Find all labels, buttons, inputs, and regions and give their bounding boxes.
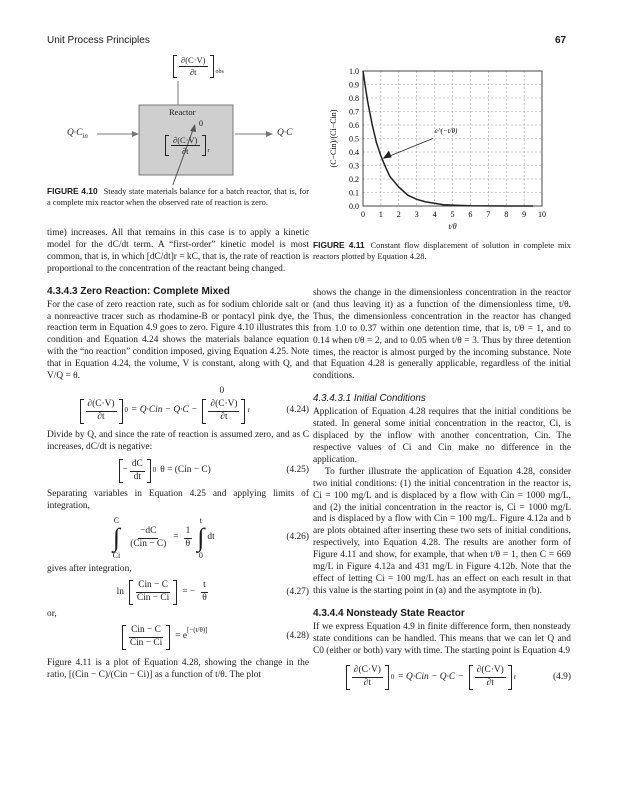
eq-denominator: ∂t — [97, 411, 105, 422]
x-tick-label: 9 — [522, 210, 527, 219]
x-tick-label: 6 — [468, 210, 473, 219]
inner-term-numerator: ∂(C·V) — [173, 135, 198, 145]
zero-label: 0 — [199, 119, 203, 128]
running-title: Unit Process Principles — [47, 35, 150, 46]
equation-4-25 — [47, 459, 309, 484]
reactor-label: Reactor — [169, 107, 196, 117]
equation-4-26: C ∫ Ci $\frac{-dC}{\text{(Cin − C)}}$ = $\frac{1}{\theta}$ t ∫ 0 dt (4.26) — [112, 516, 309, 561]
paragraph: gives after integration, — [47, 564, 132, 575]
equation-number: (4.26) — [286, 532, 309, 543]
y-tick-label: 0.6 — [349, 121, 359, 130]
eq-numerator: t — [201, 580, 208, 593]
integral-upper-limit: t — [199, 516, 202, 526]
paragraph: time) increases. All that remains in this case is to apply a kinetic model for the dC/dt term. A “first-order” kinetic model is most common, that is, in which [dC/dt]r = kC, that is, the rate of reaction is proportional to the concentration of the reactant being changed. — [47, 228, 310, 274]
eq-numerator: 1 — [184, 526, 193, 539]
figure-4-11-chart — [318, 60, 568, 235]
eq-numerator: ∂(C·V) — [208, 399, 239, 412]
top-term-numerator: ∂(C·V) — [181, 55, 206, 65]
equation-number: (4.9) — [553, 671, 571, 682]
section-heading: 4.3.4.4 Nonsteady State Reactor — [313, 607, 465, 619]
paragraph: Figure 4.11 is a plot of Equation 4.28, showing the change in the ratio, [(Cin − C)/(Cin − Ci)] as a function of t/θ. The plot — [47, 657, 309, 680]
equation-4-9 — [313, 665, 571, 690]
eq-dt: dt — [207, 532, 215, 543]
y-tick-label: 0.2 — [349, 175, 359, 184]
eq-middle: = Q·Cin − Q·C − — [131, 405, 198, 416]
data-point — [385, 166, 386, 167]
x-tick-label: 0 — [361, 210, 365, 219]
equation-number: (4.27) — [286, 586, 309, 597]
y-tick-label: 0.3 — [349, 161, 359, 171]
inflow-subscript: in — [82, 131, 88, 140]
eq-denominator: ∂t — [486, 678, 494, 689]
paragraph: Application of Equation 4.28 requires that the initial conditions be stated. In general some initial concentration in the reactor, Ci, is displaced by the inflow with another concentration, Cin. The respective values of Ci and Cin make no difference in the application. — [313, 407, 571, 465]
eq-subscript: 0 — [152, 466, 157, 475]
eq-numerator: ∂(C·V) — [475, 665, 506, 678]
left-column — [47, 228, 309, 681]
eq-subscript: r — [247, 406, 250, 415]
eq-middle: = Q·Cin − Q·C − — [397, 671, 464, 682]
x-axis-label: t/θ — [448, 222, 457, 231]
data-point — [434, 203, 435, 204]
equation-number: (4.28) — [286, 631, 309, 642]
annotation-arrow — [386, 139, 433, 158]
eq-subscript: 0 — [390, 672, 395, 681]
eq-numerator: Cin − C — [129, 625, 163, 638]
figure-4-11-caption — [313, 240, 571, 262]
inflow-label: Q·C — [67, 128, 83, 138]
data-point — [398, 187, 399, 188]
eq-numerator: dC — [130, 459, 145, 472]
caption-text: Steady state materials balance for a batch reactor, that is, for a complete mix reactor when the observed rate of reaction is zero. — [47, 187, 309, 207]
equation-number: (4.25) — [286, 465, 309, 476]
data-point — [367, 100, 368, 101]
equation-4-27 — [47, 580, 309, 605]
top-term-subscript: obs — [215, 69, 224, 75]
eq-denominator: (Cin − C) — [130, 538, 167, 549]
eq-denominator: θ — [202, 593, 207, 604]
y-tick-label: 1.0 — [349, 67, 359, 76]
data-point — [425, 202, 426, 203]
y-tick-label: 0.7 — [349, 107, 359, 117]
x-tick-label: 8 — [504, 210, 509, 219]
x-tick-label: 4 — [432, 210, 437, 219]
data-point — [452, 205, 453, 206]
right-column — [313, 288, 571, 690]
caption-label: FIGURE 4.10 — [47, 186, 98, 196]
data-point — [533, 206, 534, 207]
integral-lower-limit: Ci — [112, 551, 121, 561]
data-point — [506, 206, 507, 207]
x-tick-label: 2 — [396, 210, 401, 219]
data-point — [407, 195, 408, 196]
x-tick-label: 1 — [378, 210, 383, 219]
caption-label: FIGURE 4.11 — [313, 240, 365, 250]
annotation-label: e^(−t/θ) — [434, 127, 458, 136]
integral-upper-limit: C — [113, 516, 120, 526]
x-tick-label: 10 — [538, 210, 546, 219]
integral-lower-limit: 0 — [198, 551, 203, 561]
y-tick-label: 0.5 — [349, 134, 359, 144]
data-point — [470, 205, 471, 206]
x-tick-label: 5 — [450, 210, 455, 219]
eq-exponent: [−(t/θ)] — [187, 625, 208, 634]
data-point — [524, 206, 525, 207]
y-tick-label: 0.4 — [349, 148, 359, 157]
eq-denominator: ∂t — [363, 678, 371, 689]
page-number: 67 — [555, 35, 567, 46]
y-tick-label: 0.9 — [349, 80, 359, 90]
eq-denominator: ∂t — [220, 411, 228, 422]
paragraph: or, — [47, 608, 57, 619]
eq-equals: = — [173, 532, 179, 543]
data-point — [488, 205, 489, 206]
y-tick-label: 0.1 — [349, 188, 359, 198]
paragraph: shows the change in the dimensionless concentration in the reactor (and thus leaving it) as a function of the dimensionless time, t/θ. Thus, the dimensionless concentration in the reactor has changed from 1.0 to 0.37 within one detention time, that is, t/θ = 1, and to 0.14 when t/θ = 2, and to 0.05 when t/θ = 3. Thus by three detention times, the reactor is almost purged by the incoming substance. Note that Equation 4.28 is generally applicable, regardless of the initial conditions. — [313, 288, 571, 382]
eq-rhs: = − — [182, 586, 196, 597]
figure-4-10-caption — [47, 186, 309, 208]
figure-4-10-diagram — [47, 55, 309, 185]
eq-rhs: θ = (Cin − C) — [160, 465, 211, 476]
data-point — [443, 204, 444, 205]
data-point — [381, 156, 382, 157]
equation-4-28 — [47, 625, 309, 650]
y-tick-label: 0.0 — [349, 202, 359, 211]
paragraph: If we express Equation 4.9 in finite difference form, then nonsteady state conditions can be handled. This means that we can let Q and C0 (either or both) vary with time. The starting point is Equation 4.9 — [313, 621, 571, 656]
section-heading: 4.3.4.3 Zero Reaction: Complete Mixed — [47, 285, 230, 297]
eq-numerator: ∂(C·V) — [86, 399, 117, 412]
eq-rhs: = e — [175, 631, 187, 642]
equation-number: (4.24) — [286, 405, 309, 416]
eq-denominator: Cin − Ci — [129, 637, 163, 648]
eq-denominator: θ — [185, 538, 191, 549]
x-tick-label: 3 — [414, 210, 419, 219]
outflow-label: Q·C — [277, 128, 293, 138]
eq-ln: ln — [116, 586, 124, 597]
subsection-heading: 4.3.4.3.1 Initial Conditions — [313, 393, 426, 405]
paragraph: To further illustrate the application of Equation 4.28, consider two initial conditions: (1) the initial concentration in the reactor is, Ci = 100 mg/L and is displaced by a flow with Cin = 1000 mg/L, and (2) the initial concentration in the reactor is, Ci = 1000 mg/L and is displaced by a flow with Cin = 100 mg/L. Figure 4.12a and b are plots obtained after inserting these two sets of initial conditions, respectively, into Equation 4.28. The results are another form of Figure 4.11 and show, for example, that when t/θ = 1, then C = 669 mg/L in Figure 4.12a and 431 mg/L in Figure 4.12b. Note that the effect of letting Ci = 100 mg/L has an effect on each result in that this value is the starting point in (a) and the asymptote in (b). — [313, 466, 571, 596]
eq-numerator: Cin − C — [136, 580, 170, 593]
eq-denominator: Cin − Ci — [136, 593, 170, 604]
paragraph: For the case of zero reaction rate, such as for sodium chloride salt or a nonreactive tracer such as rhodamine-B or pontacyl pink dye, the reaction term in Equation 4.9 goes to zero. Figure 4.10 illustrates this condition and Equation 4.24 shows the materials balance equation with the “no reaction” condition imposed, giving Equation 4.25. Note that in Equation 4.24, the volume, V is constant, along with Q, and V/Q = θ. — [47, 299, 309, 382]
inner-term-denominator: ∂t — [181, 146, 189, 156]
data-point — [363, 71, 364, 72]
data-point — [372, 123, 373, 124]
eq-zero: 0 — [219, 385, 225, 396]
top-term-denominator: ∂t — [189, 67, 197, 77]
data-point — [376, 142, 377, 143]
data-point — [416, 199, 417, 200]
caption-text: Constant flow displacement of solution in complete mix reactors plotted by Equation 4.28. — [313, 241, 571, 261]
equation-4-24 — [47, 385, 309, 424]
inner-term-subscript: r — [207, 148, 210, 154]
eq-subscript: 0 — [124, 406, 129, 415]
y-axis-label: (C−Cin)/(Ci−Cin) — [329, 109, 338, 168]
eq-numerator: −dC — [138, 526, 158, 539]
paragraph: Separating variables in Equation 4.25 and applying limits of integration, — [47, 489, 309, 512]
eq-minus: − — [122, 465, 128, 476]
x-tick-label: 7 — [486, 210, 491, 219]
eq-denominator: dt — [133, 471, 141, 482]
y-tick-label: 0.8 — [349, 94, 359, 103]
data-point — [389, 176, 390, 177]
eq-subscript: r — [513, 672, 517, 681]
paragraph: Divide by Q, and since the rate of reaction is assumed zero, and as C increases, dC/dt is negative: — [47, 429, 309, 452]
eq-numerator: ∂(C·V) — [352, 665, 383, 678]
